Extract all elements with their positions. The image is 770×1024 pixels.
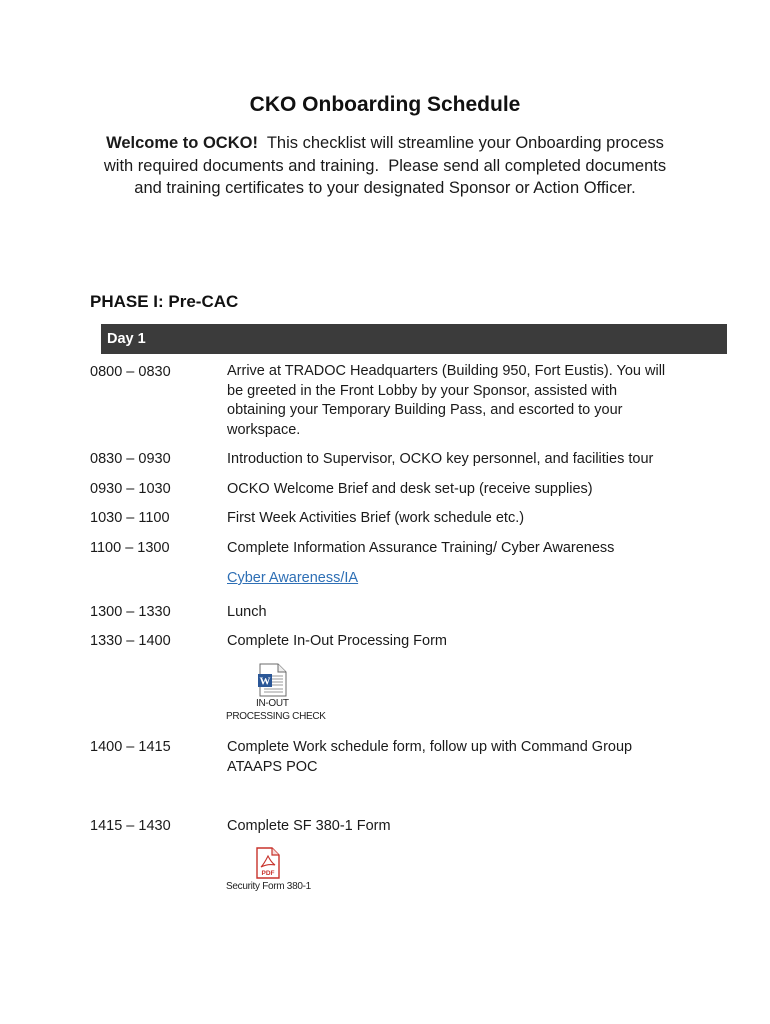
schedule-desc-arrival: Arrive at TRADOC Headquarters (Building 950, Fort Eustis). You will be greeted in the Front Lobby by your Sponsor, assisted with obtaining your Temporary Building Pass, and escorted to your workspace. xyxy=(227,363,666,438)
schedule-desc-in-out-form: Complete In-Out Processing Form xyxy=(227,633,447,649)
svg-text:PDF: PDF xyxy=(261,870,275,877)
schedule-time-1330: 1330 – 1400 xyxy=(90,633,171,649)
intro-welcome: Welcome to OCKO! xyxy=(106,134,258,152)
schedule-time-0800: 0800 – 0830 xyxy=(90,364,171,380)
schedule-time-1415: 1415 – 1430 xyxy=(90,818,171,834)
schedule-time-1300: 1300 – 1330 xyxy=(90,604,171,620)
phase-heading: PHASE I: Pre-CAC xyxy=(90,292,239,311)
schedule-desc-activities-brief: First Week Activities Brief (work schedule etc.) xyxy=(227,510,525,526)
svg-text:W: W xyxy=(259,675,271,688)
security-form-caption: Security Form 380-1 xyxy=(226,881,311,892)
page-title: CKO Onboarding Schedule xyxy=(249,93,521,116)
cyber-awareness-link[interactable]: Cyber Awareness/IA xyxy=(227,570,359,586)
in-out-caption-line1: IN-OUT xyxy=(256,698,289,709)
intro-text: This checklist will streamline your Onboarding process with required documents and training. Please send all completed documents and training certificates to your designated Sponsor or Action Officer. xyxy=(103,134,671,197)
schedule-desc-introduction: Introduction to Supervisor, OCKO key personnel, and facilities tour xyxy=(227,451,654,467)
word-document-icon xyxy=(258,663,326,697)
schedule-time-1400: 1400 – 1415 xyxy=(90,739,171,755)
day-label: Day 1 xyxy=(107,331,146,347)
schedule-desc-lunch: Lunch xyxy=(227,604,267,620)
schedule-desc-welcome-brief: OCKO Welcome Brief and desk set-up (receive supplies) xyxy=(227,481,593,497)
schedule-time-1030: 1030 – 1100 xyxy=(90,510,170,526)
schedule-desc-sf380: Complete SF 380-1 Form xyxy=(227,818,391,834)
schedule-desc-work-schedule: Complete Work schedule form, follow up with Command Group ATAAPS POC xyxy=(227,739,633,775)
security-form-attachment[interactable] xyxy=(226,847,311,893)
schedule-time-0830: 0830 – 0930 xyxy=(90,451,171,467)
pdf-document-icon xyxy=(256,847,311,879)
schedule-desc-ia-training: Complete Information Assurance Training/ Cyber Awareness xyxy=(227,540,615,556)
in-out-caption-line2: PROCESSING CHECK xyxy=(226,711,326,722)
in-out-processing-attachment[interactable] xyxy=(226,663,326,723)
schedule-time-0930: 0930 – 1030 xyxy=(90,481,171,497)
day-header-bar xyxy=(101,324,727,354)
schedule-time-1100: 1100 – 1300 xyxy=(90,540,170,556)
intro-paragraph xyxy=(92,132,678,200)
